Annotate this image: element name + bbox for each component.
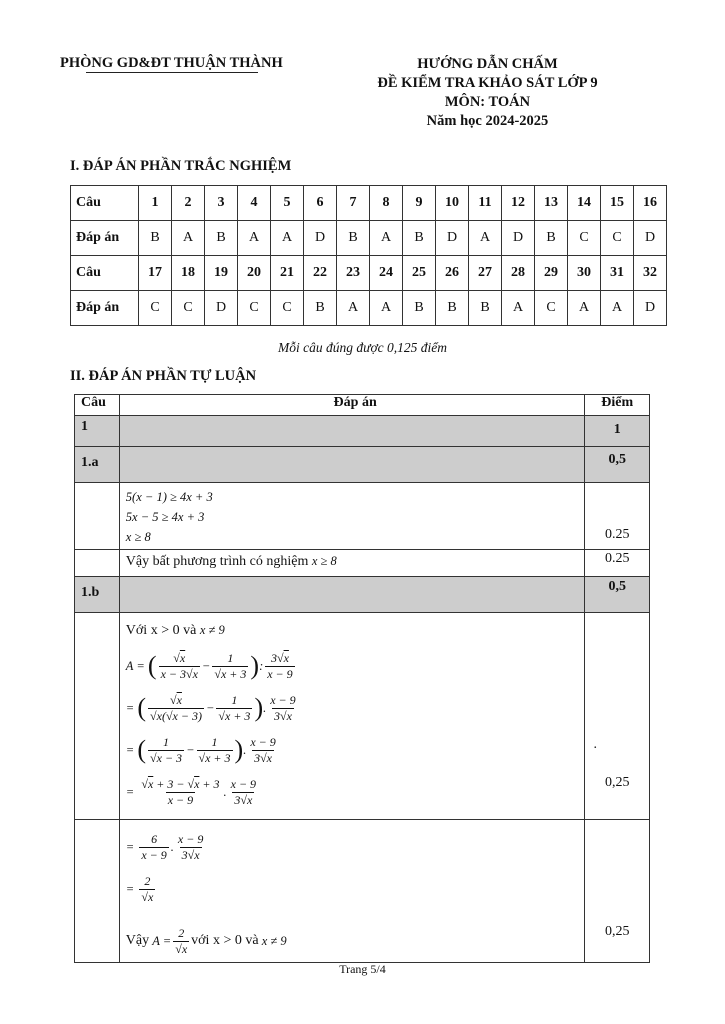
question-1a-steps <box>119 483 585 550</box>
question-1b-score-1: 0,25 <box>604 775 630 790</box>
mc-question: 26 <box>436 256 469 291</box>
mc-question: 28 <box>502 256 535 291</box>
condition-text: Với x > 0 và <box>125 623 197 638</box>
mc-question: 20 <box>238 256 271 291</box>
condition-math: x ≠ 9 <box>199 623 225 637</box>
mc-answer: B <box>205 221 238 256</box>
mc-answer: C <box>172 291 205 326</box>
mc-answer: B <box>337 221 370 256</box>
mc-question: 15 <box>601 186 634 221</box>
equation-step-4: = $\frac{6}{x - 9}$ . $\frac{x - 9}{3√x}$ <box>125 831 204 862</box>
condition-line <box>126 619 585 645</box>
mc-question: 29 <box>535 256 568 291</box>
department-name: PHÒNG GD&ĐT THUẬN THÀNH <box>60 55 283 71</box>
mc-answer: A <box>502 291 535 326</box>
mc-question: 17 <box>139 256 172 291</box>
empty-cell <box>75 820 120 963</box>
col-header-diem: Điểm <box>585 395 650 416</box>
mc-question-row-2 <box>71 256 667 291</box>
heading-line-4: Năm học 2024-2025 <box>426 113 549 129</box>
final-text-pre: Vậy <box>125 933 150 948</box>
mc-row-label: Đáp án <box>71 221 139 256</box>
mc-question: 21 <box>271 256 304 291</box>
question-1b-final-row <box>75 820 650 963</box>
heading-line-1: HƯỚNG DẪN CHẤM <box>417 56 558 72</box>
mc-answer: C <box>271 291 304 326</box>
conclusion-text: Vậy bất phương trình có nghiệm <box>125 554 309 569</box>
question-1a-score-2: 0.25 <box>585 550 650 577</box>
mc-question-row-1 <box>71 186 667 221</box>
question-1b-label: 1.b <box>75 577 120 613</box>
mc-question: 30 <box>568 256 601 291</box>
mc-question: 6 <box>304 186 337 221</box>
math-line: 5(x − 1) ≥ 4x + 3 <box>125 490 213 504</box>
mc-answer: C <box>238 291 271 326</box>
mc-answer: D <box>502 221 535 256</box>
final-conclusion: Vậy A = $\frac{2}{√x}$ với x > 0 và x ≠ 9 <box>125 925 287 956</box>
mc-question: 14 <box>568 186 601 221</box>
mc-answer: C <box>535 291 568 326</box>
mc-question: 5 <box>271 186 304 221</box>
mc-answer-row-2 <box>71 291 667 326</box>
mc-answer: B <box>139 221 172 256</box>
table-header-row <box>75 395 650 416</box>
question-1a-score: 0,5 <box>585 447 650 483</box>
mc-question: 3 <box>205 186 238 221</box>
department-underline <box>86 72 258 73</box>
mc-question: 1 <box>139 186 172 221</box>
equation-step-3: = $\frac{√x + 3 - √x + 3}{x - 9}$ . $\frac{x - 9}{3√x}$ <box>125 776 257 807</box>
mc-answer: C <box>601 221 634 256</box>
equation-step-2: = ( $\frac{1}{√x - 3}$ − $\frac{1}{√x + 3}$ ) . $\frac{x - 9}{3√x}$ <box>125 734 276 765</box>
equation-step-1: = ( $\frac{√x}{√x(√x - 3)}$ − $\frac{1}{√x + 3}$ ) . $\frac{x - 9}{3√x}$ <box>125 692 296 723</box>
question-1b-blank <box>119 577 585 613</box>
mc-answer: B <box>304 291 337 326</box>
section-1-title: I. ĐÁP ÁN PHẦN TRẮC NGHIỆM <box>70 158 292 174</box>
question-1-score: 1 <box>585 416 650 447</box>
mc-question: 2 <box>172 186 205 221</box>
mc-answer: A <box>238 221 271 256</box>
question-1a-conclusion-row <box>75 550 650 577</box>
mc-answer: C <box>139 291 172 326</box>
mc-row-label: Câu <box>71 186 139 221</box>
question-1b-score-2: 0,25 <box>585 820 650 963</box>
page-footer: Trang 5/4 <box>339 962 386 976</box>
question-1b-steps-row <box>75 613 650 820</box>
mc-answer-row-1 <box>71 221 667 256</box>
empty-cell <box>75 483 120 550</box>
empty-cell <box>75 550 120 577</box>
scoring-note: Mỗi câu đúng được 0,125 điểm <box>277 340 448 355</box>
question-1a-blank <box>119 447 585 483</box>
question-1b-final <box>119 820 585 963</box>
heading-line-2: ĐỀ KIỂM TRA KHẢO SÁT LỚP 9 <box>377 75 598 91</box>
mc-question: 27 <box>469 256 502 291</box>
mc-answer: D <box>634 221 667 256</box>
mc-question: 7 <box>337 186 370 221</box>
mc-answer: A <box>337 291 370 326</box>
mc-question: 10 <box>436 186 469 221</box>
mc-answer: D <box>436 221 469 256</box>
mc-answer: D <box>634 291 667 326</box>
mc-question: 19 <box>205 256 238 291</box>
mc-answer: A <box>370 291 403 326</box>
question-1b-steps <box>119 613 585 820</box>
mc-answer: B <box>403 221 436 256</box>
mc-answer: B <box>535 221 568 256</box>
stray-dot: . <box>593 737 597 752</box>
section-2-title: II. ĐÁP ÁN PHẦN TỰ LUẬN <box>70 368 257 384</box>
mc-question: 9 <box>403 186 436 221</box>
question-1a-conclusion <box>119 550 585 577</box>
mc-question: 8 <box>370 186 403 221</box>
mc-row-label: Câu <box>71 256 139 291</box>
multiple-choice-table <box>70 185 667 326</box>
question-1a-score-1: 0.25 <box>585 483 650 550</box>
mc-question: 13 <box>535 186 568 221</box>
final-condition-math: x ≠ 9 <box>261 933 287 948</box>
question-1b-score: 0,5 <box>585 577 650 613</box>
col-header-cau: Câu <box>75 395 120 416</box>
mc-question: 24 <box>370 256 403 291</box>
question-1-blank <box>119 416 585 447</box>
mc-answer: B <box>403 291 436 326</box>
question-1b-score-cell-1 <box>585 613 650 820</box>
equation-a-definition: A = ( $\frac{√x}{x - 3√x}$ − $\frac{1}{√x + 3}$ ) : $\frac{3√x}{x - 9}$ <box>125 650 293 681</box>
mc-question: 11 <box>469 186 502 221</box>
document-heading <box>360 55 615 131</box>
mc-answer: A <box>568 291 601 326</box>
question-1b-row <box>75 577 650 613</box>
mc-answer: A <box>172 221 205 256</box>
mc-answer: A <box>469 221 502 256</box>
question-1a-row <box>75 447 650 483</box>
mc-answer: A <box>370 221 403 256</box>
mc-answer: A <box>271 221 304 256</box>
essay-answer-table <box>74 394 650 963</box>
mc-question: 18 <box>172 256 205 291</box>
math-line: x ≥ 8 <box>125 530 151 544</box>
equation-step-5: = $\frac{2}{√x}$ <box>125 873 154 904</box>
question-1a-steps-row <box>75 483 650 550</box>
conclusion-math: x ≥ 8 <box>311 554 337 568</box>
mc-question: 22 <box>304 256 337 291</box>
mc-answer: D <box>304 221 337 256</box>
question-1-label: 1 <box>75 416 120 447</box>
question-1a-label: 1.a <box>75 447 120 483</box>
mc-question: 12 <box>502 186 535 221</box>
mc-question: 31 <box>601 256 634 291</box>
mc-answer: B <box>469 291 502 326</box>
mc-question: 32 <box>634 256 667 291</box>
col-header-dapan: Đáp án <box>119 395 585 416</box>
mc-row-label: Đáp án <box>71 291 139 326</box>
math-line: 5x − 5 ≥ 4x + 3 <box>125 510 205 524</box>
mc-question: 23 <box>337 256 370 291</box>
mc-answer: D <box>205 291 238 326</box>
question-1-row <box>75 416 650 447</box>
mc-question: 25 <box>403 256 436 291</box>
mc-question: 4 <box>238 186 271 221</box>
heading-line-3: MÔN: TOÁN <box>444 94 531 110</box>
final-text-mid: với x > 0 và <box>191 933 259 948</box>
mc-answer: A <box>601 291 634 326</box>
mc-answer: C <box>568 221 601 256</box>
mc-question: 16 <box>634 186 667 221</box>
empty-cell <box>75 613 120 820</box>
mc-answer: B <box>436 291 469 326</box>
